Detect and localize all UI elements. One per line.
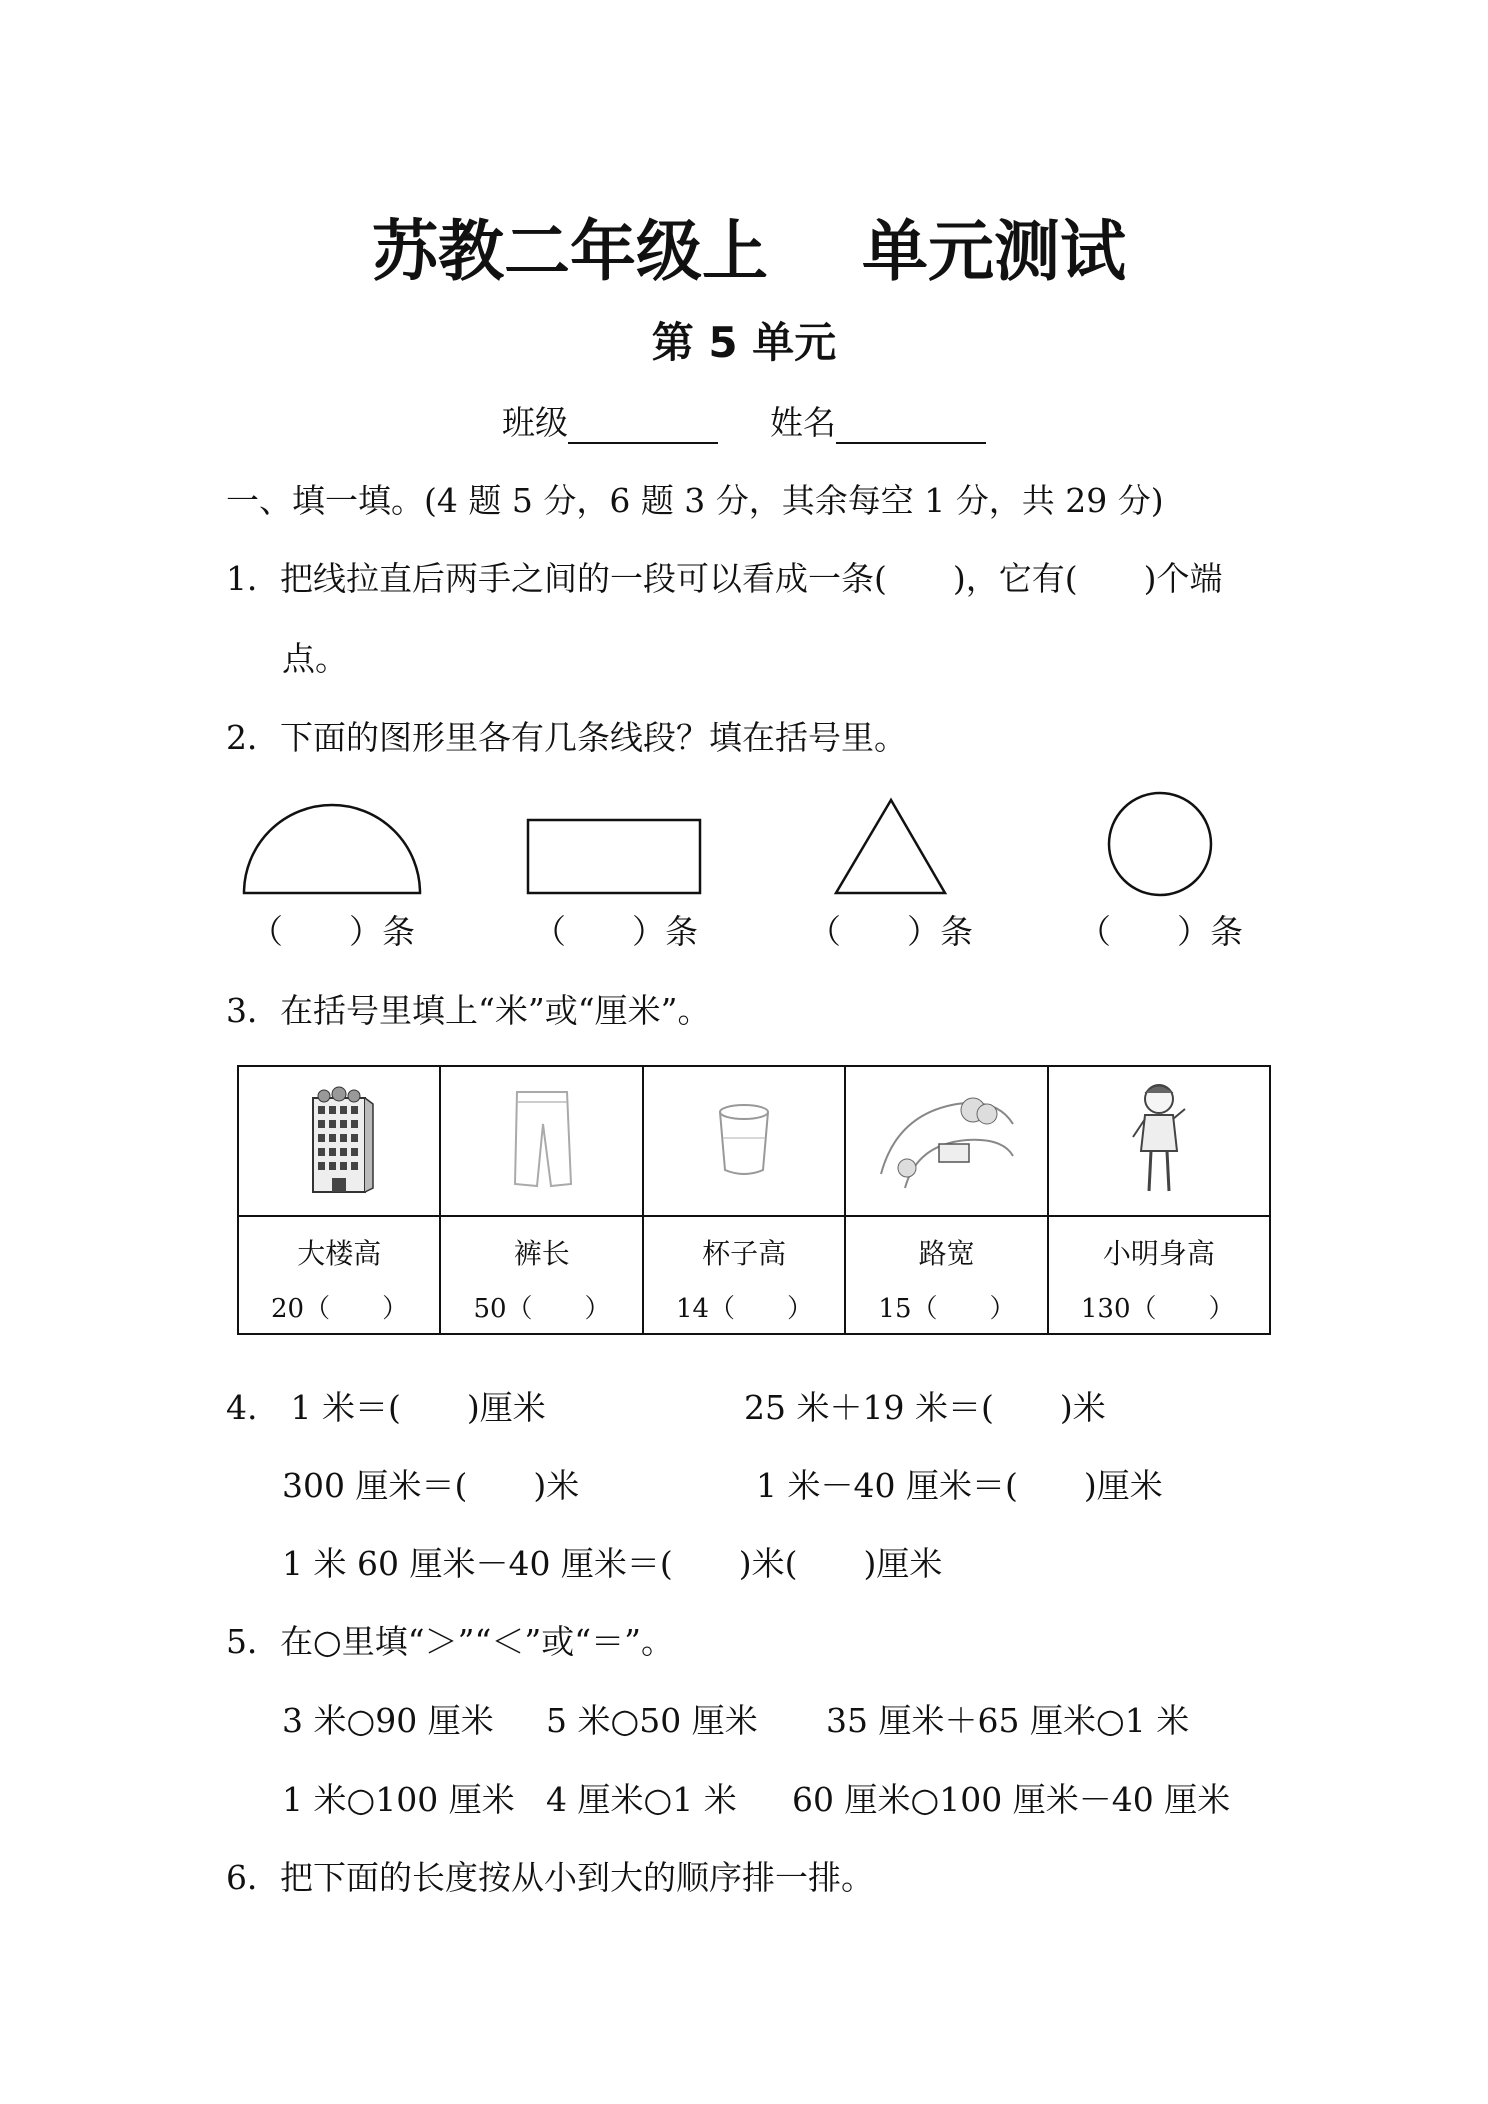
q5-item[interactable]: 1 米○100 厘米 <box>282 1780 515 1819</box>
q2-shapes <box>0 0 1488 900</box>
page-title: 苏教二年级上 <box>372 213 768 290</box>
q3-prompt: 3．在括号里填上“米”或“厘米”。 <box>226 991 711 1030</box>
boy-icon <box>1119 1079 1199 1199</box>
q5-item[interactable]: 35 厘米＋65 厘米○1 米 <box>826 1701 1190 1740</box>
q3-item-name: 裤长 <box>513 1236 570 1270</box>
q1-line1: 1．把线拉直后两手之间的一段可以看成一条( )，它有( )个端 <box>226 559 1223 598</box>
name-label: 姓名 <box>770 403 836 442</box>
q3-item-name: 杯子高 <box>702 1236 787 1270</box>
q6-prompt: 6．把下面的长度按从小到大的顺序排一排。 <box>226 1858 874 1897</box>
q2-answer-2[interactable]: （ ）条 <box>533 912 698 951</box>
q5-item[interactable]: 60 厘米○100 厘米－40 厘米 <box>792 1780 1231 1819</box>
q4-row1-right[interactable]: 25 米＋19 米＝( )米 <box>744 1388 1106 1427</box>
q2-prompt: 2．下面的图形里各有几条线段？填在括号里。 <box>226 718 907 757</box>
road-cell <box>845 1066 1047 1216</box>
class-label: 班级 <box>502 403 568 442</box>
q2-answer-1[interactable]: （ ）条 <box>250 912 415 951</box>
q3-table <box>237 1065 1271 1335</box>
q4-row1-left[interactable]: 4. 1 米＝( )厘米 <box>226 1388 546 1427</box>
q3-item-1[interactable] <box>238 1216 440 1334</box>
pants-icon <box>497 1084 587 1194</box>
q2-answer-3[interactable]: （ ）条 <box>808 912 973 951</box>
q3-item-value[interactable]: 130（ ） <box>1080 1293 1235 1324</box>
q3-item-name: 路宽 <box>918 1236 975 1270</box>
q3-item-4[interactable] <box>845 1216 1047 1334</box>
q3-item-3[interactable] <box>643 1216 845 1334</box>
unit-subtitle: 第 5 单元 <box>651 318 837 367</box>
q3-item-value[interactable]: 14（ ） <box>675 1293 814 1324</box>
boy-cell <box>1048 1066 1270 1216</box>
q5-item[interactable]: 5 米○50 厘米 <box>546 1701 758 1740</box>
q2-answer-4[interactable]: （ ）条 <box>1078 912 1243 951</box>
q3-item-value[interactable]: 15（ ） <box>878 1293 1016 1324</box>
q3-item-value[interactable]: 50（ ） <box>473 1293 611 1324</box>
triangle-shape <box>836 800 945 893</box>
circle-shape <box>1109 793 1211 895</box>
semicircle-shape <box>244 805 420 893</box>
q5-prompt: 5．在○里填“＞”“＜”或“＝”。 <box>226 1622 675 1661</box>
road-icon <box>877 1084 1017 1194</box>
pants-cell <box>440 1066 642 1216</box>
rectangle-shape <box>528 820 700 893</box>
q3-item-value[interactable]: 20（ ） <box>271 1293 409 1324</box>
q4-row2-left[interactable]: 300 厘米＝( )米 <box>282 1466 580 1505</box>
building-icon <box>299 1084 379 1194</box>
page-title-right: 单元测试 <box>862 213 1126 290</box>
q3-item-name: 小明身高 <box>1102 1236 1215 1270</box>
q5-item[interactable]: 3 米○90 厘米 <box>282 1701 494 1740</box>
q1-line2: 点。 <box>282 639 348 678</box>
q3-item-2[interactable] <box>440 1216 642 1334</box>
q4-row2-right[interactable]: 1 米－40 厘米＝( )厘米 <box>756 1466 1163 1505</box>
cup-cell <box>643 1066 845 1216</box>
section-heading: 一、填一填。(4 题 5 分，6 题 3 分，其余每空 1 分，共 29 分) <box>226 481 1164 520</box>
cup-icon <box>709 1094 779 1184</box>
q3-item-name: 大楼高 <box>297 1236 382 1270</box>
q5-item[interactable]: 4 厘米○1 米 <box>546 1780 737 1819</box>
q3-item-5[interactable] <box>1048 1216 1270 1334</box>
q4-row3[interactable]: 1 米 60 厘米－40 厘米＝( )米( )厘米 <box>282 1544 943 1583</box>
building-cell <box>238 1066 440 1216</box>
